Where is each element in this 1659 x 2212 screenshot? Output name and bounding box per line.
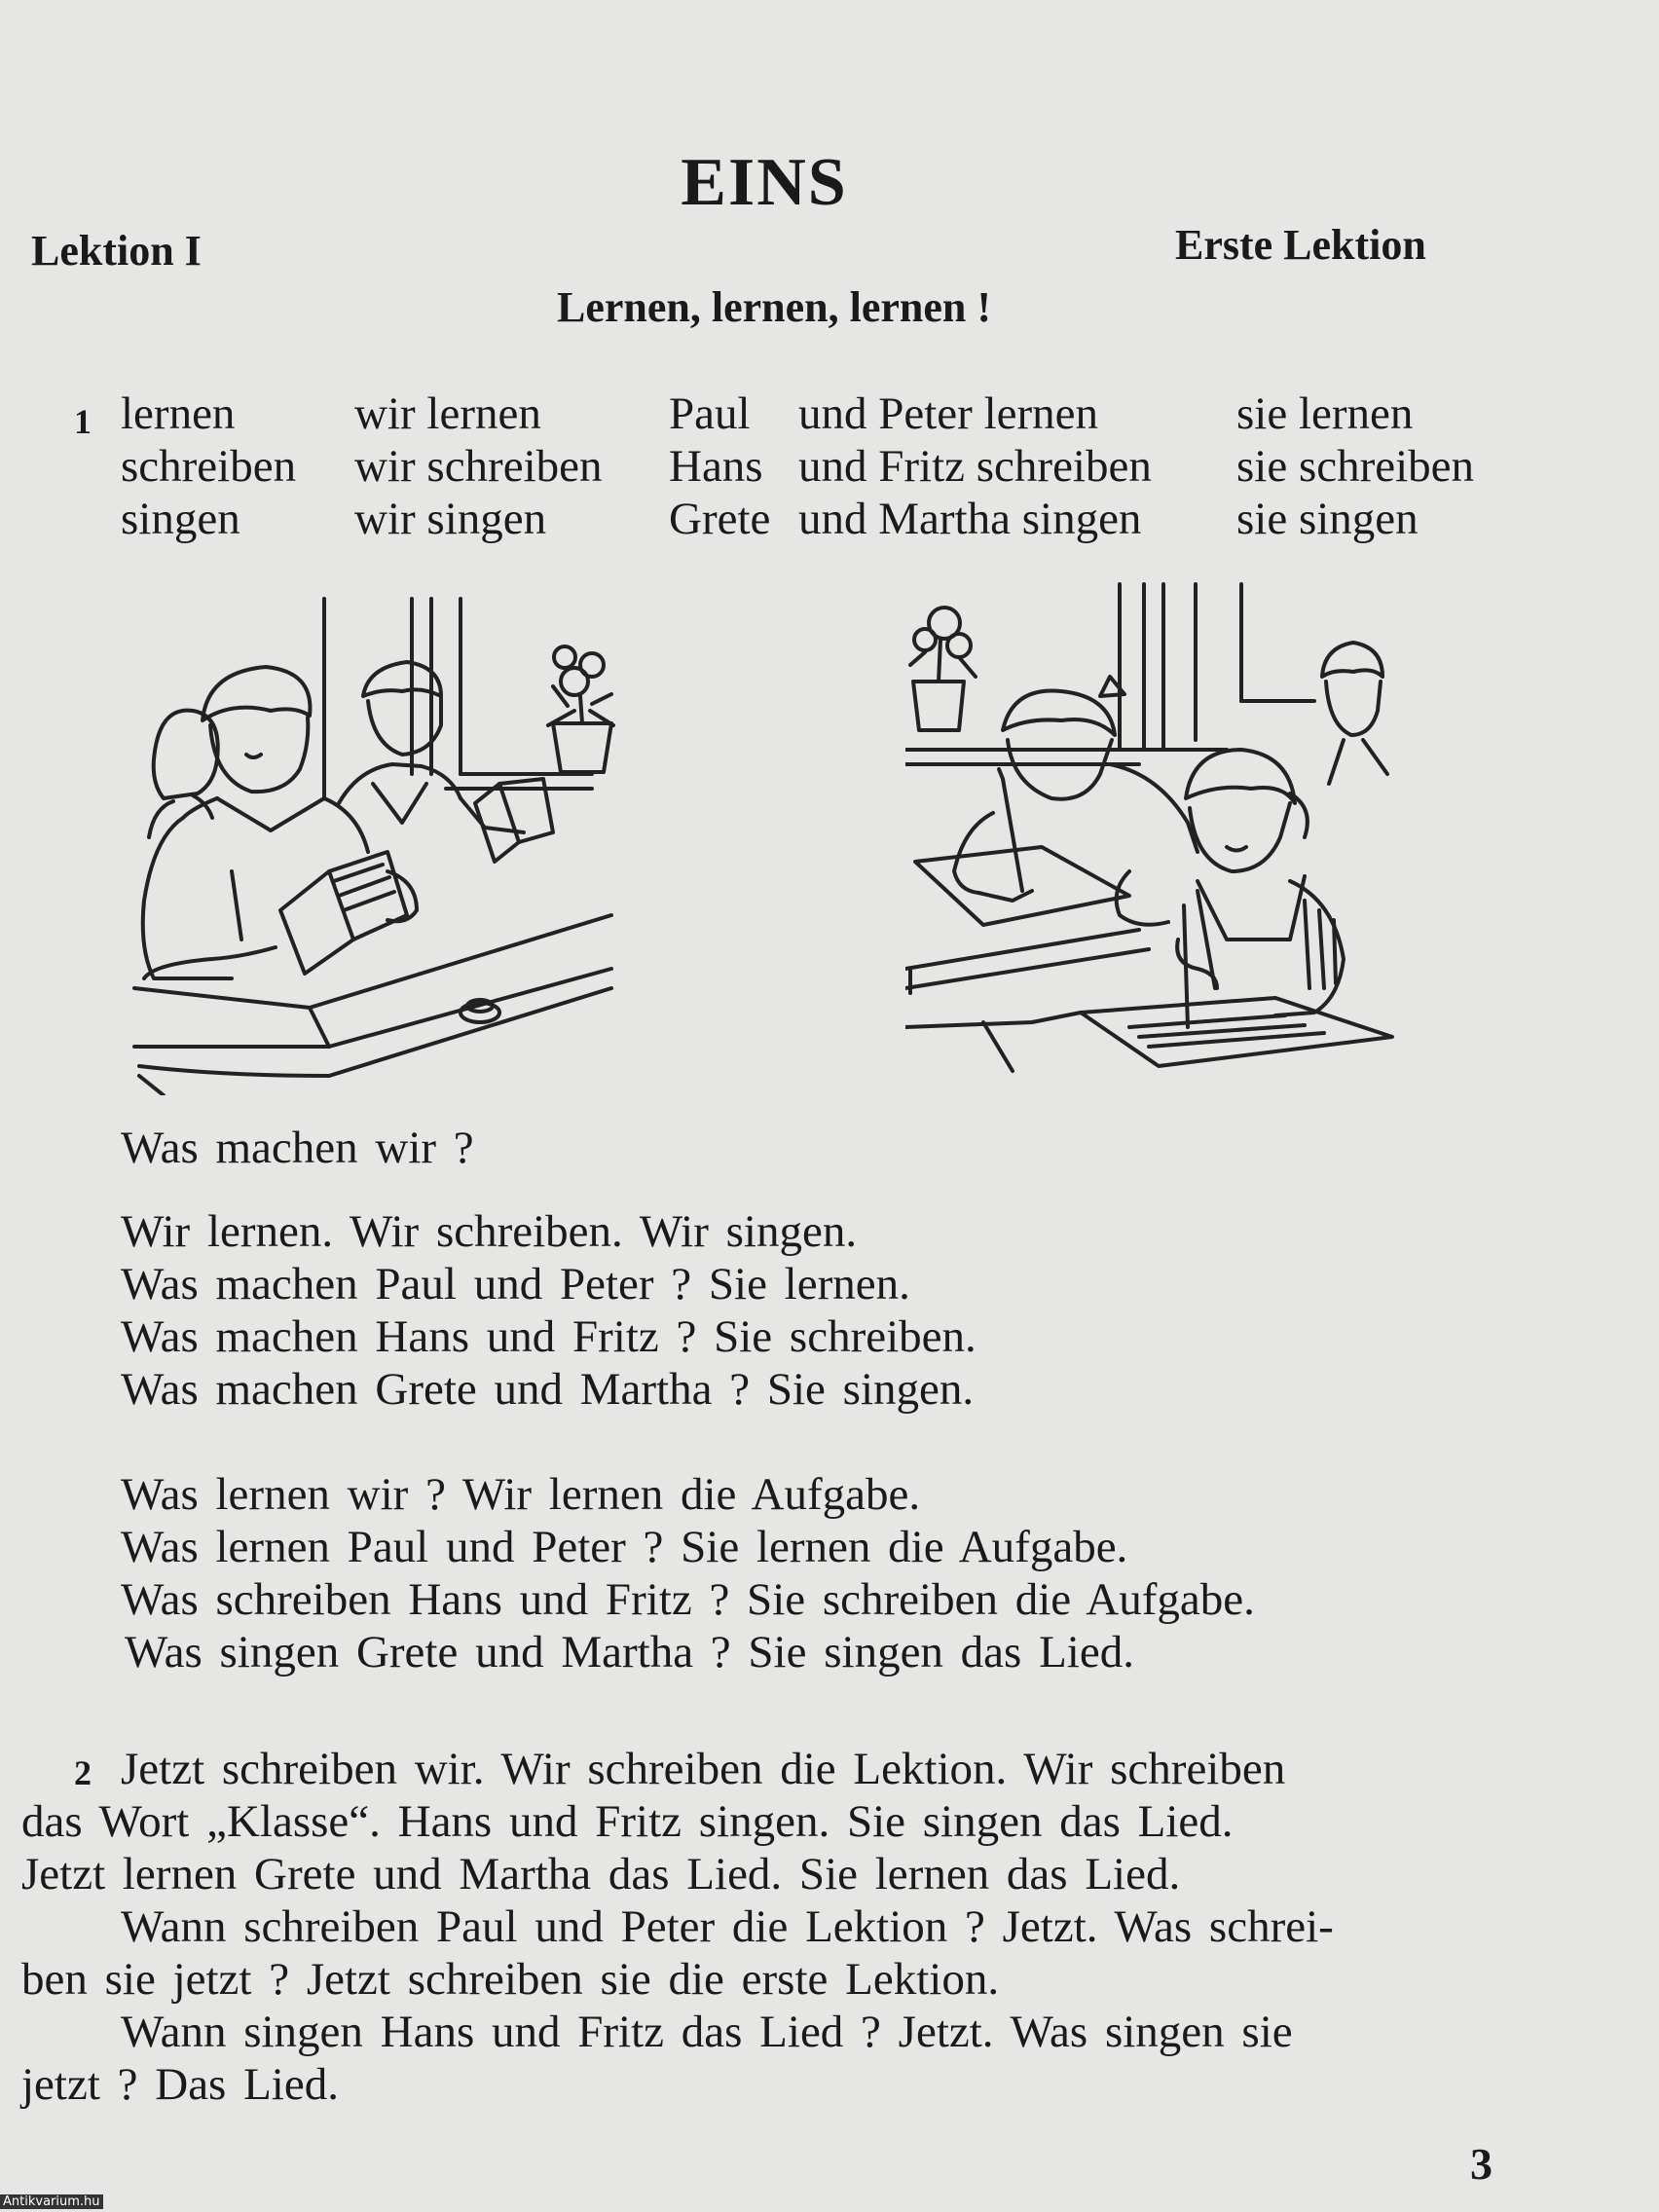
boys-reading-illustration <box>125 589 631 1095</box>
section-number-1: 1 <box>74 402 92 441</box>
table-cell: sie schreiben <box>1236 441 1475 492</box>
table-cell: wir singen <box>354 494 547 544</box>
text-line: Was lernen wir ? Wir lernen die Aufgabe. <box>121 1469 921 1520</box>
table-cell: wir lernen <box>354 388 541 439</box>
text-line: Was singen Grete und Martha ? Sie singen das Lied. <box>125 1627 1134 1677</box>
text-line: Was machen Grete und Martha ? Sie singen. <box>121 1364 975 1415</box>
table-cell: lernen <box>121 388 236 439</box>
text-line: Wir lernen. Wir schreiben. Wir singen. <box>121 1206 858 1257</box>
lesson-label-right: Erste Lektion <box>1175 221 1426 269</box>
table-cell: sie singen <box>1236 494 1419 544</box>
lesson-label-left: Lektion I <box>31 227 202 275</box>
lesson-title: Lernen, lernen, lernen ! <box>556 283 992 331</box>
paragraph-line: Wann singen Hans und Fritz das Lied ? Jetzt. Was singen sie <box>121 2007 1293 2057</box>
text-line: Was lernen Paul und Peter ? Sie lernen die Aufgabe. <box>121 1522 1128 1572</box>
table-cell: Paul <box>669 388 751 439</box>
paragraph-line: Jetzt lernen Grete und Martha das Lied. Sie lernen das Lied. <box>21 1849 1181 1899</box>
page-number: 3 <box>1470 2139 1493 2189</box>
paragraph-line: ben sie jetzt ? Jetzt schreiben sie die erste Lektion. <box>21 1954 1000 2005</box>
paragraph-line: jetzt ? Das Lied. <box>21 2059 339 2110</box>
section-number-2: 2 <box>74 1753 92 1792</box>
text-line: Was schreiben Hans und Fritz ? Sie schreiben die Aufgabe. <box>121 1574 1255 1625</box>
text-line: Was machen Hans und Fritz ? Sie schreiben. <box>121 1311 977 1362</box>
table-cell: Hans <box>669 441 763 492</box>
paragraph-line: das Wort „Klasse“. Hans und Fritz singen. Sie singen das Lied. <box>21 1796 1234 1847</box>
watermark: Antikvarium.hu <box>0 2194 103 2209</box>
paragraph-line: Wann schreiben Paul und Peter die Lektion ? Jetzt. Was schrei- <box>121 1901 1334 1952</box>
table-cell: schreiben <box>121 441 297 492</box>
table-cell: wir schreiben <box>354 441 603 492</box>
chapter-heading: EINS <box>681 145 848 220</box>
table-cell: und Martha singen <box>798 494 1142 544</box>
table-cell: singen <box>121 494 240 544</box>
table-cell: sie lernen <box>1236 388 1414 439</box>
table-cell: Grete <box>669 494 771 544</box>
paragraph-line: Jetzt schreiben wir. Wir schreiben die Lektion. Wir schreiben <box>121 1744 1286 1794</box>
table-cell: und Peter lernen <box>798 388 1099 439</box>
table-cell: und Fritz schreiben <box>798 441 1152 492</box>
girls-writing-illustration <box>905 579 1412 1076</box>
question-line: Was machen wir ? <box>121 1123 474 1173</box>
text-line: Was machen Paul und Peter ? Sie lernen. <box>121 1259 910 1309</box>
